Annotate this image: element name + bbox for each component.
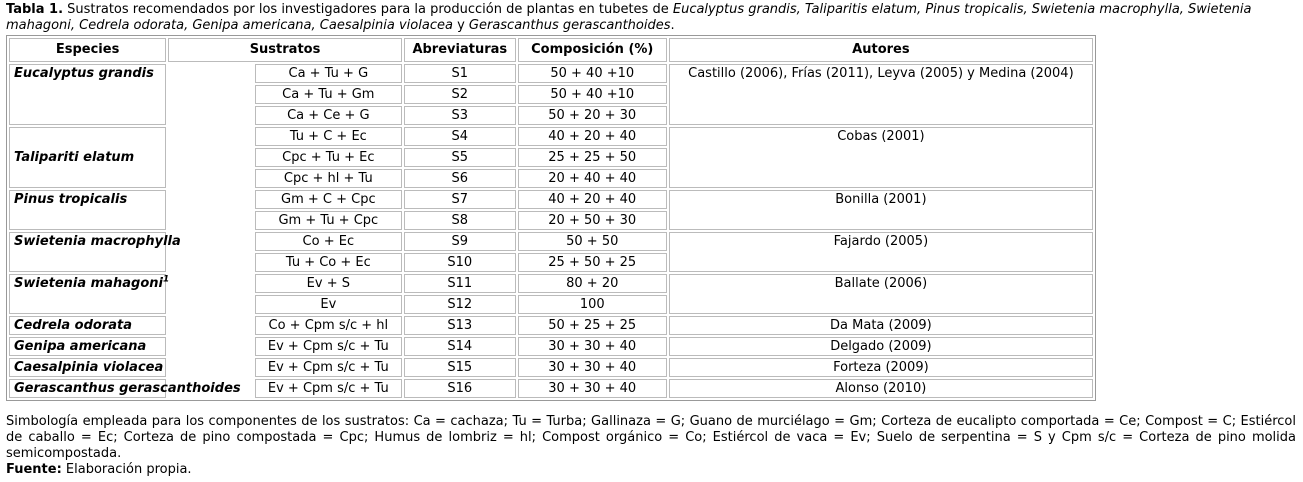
species-cell: Talipariti elatum [9, 127, 166, 188]
header-autores: Autores [669, 38, 1093, 62]
composition-cell: 20 + 40 + 40 [518, 169, 667, 188]
header-sustratos: Sustratos [168, 38, 402, 62]
abbreviation-cell: S1 [404, 64, 516, 83]
table-caption [6, 2, 1296, 34]
species-cell: Genipa americana [9, 337, 166, 356]
table-body [9, 64, 1093, 398]
substrate-cell: Ev + Cpm s/c + Tu [255, 379, 402, 398]
composition-cell: 50 + 40 +10 [518, 64, 667, 83]
composition-cell: 25 + 50 + 25 [518, 253, 667, 272]
composition-cell: 30 + 30 + 40 [518, 337, 667, 356]
composition-cell: 50 + 50 [518, 232, 667, 251]
header-row [9, 38, 1093, 62]
abbreviation-cell: S4 [404, 127, 516, 146]
composition-cell: 50 + 25 + 25 [518, 316, 667, 335]
author-cell: Delgado (2009) [669, 337, 1093, 356]
species-cell: Swietenia macrophylla [9, 232, 166, 272]
species-cell: Swietenia mahagoni$^1$ [9, 274, 166, 314]
footnote-marker: 1 [162, 274, 170, 285]
substrate-cell: Gm + Tu + Cpc [255, 211, 402, 230]
caption-species-list: Eucalyptus grandis, Taliparitis elatum, Pinus tropicalis, Swietenia macrophylla, Swietenia mahagoni, Cedrela odorata, Genipa americana, Caesalpinia violacea [6, 2, 1252, 33]
table-row [9, 274, 1093, 293]
substrate-cell: Ev + Cpm s/c + Tu [255, 337, 402, 356]
abbreviation-cell: S5 [404, 148, 516, 167]
species-spacer [168, 274, 253, 314]
abbreviation-cell: S15 [404, 358, 516, 377]
author-cell: Fajardo (2005) [669, 232, 1093, 272]
header-composicion: Composición (%) [518, 38, 667, 62]
author-cell: Alonso (2010) [669, 379, 1093, 398]
author-cell: Cobas (2001) [669, 127, 1093, 188]
abbreviation-cell: S13 [404, 316, 516, 335]
table-wrapper [6, 35, 1096, 401]
species-spacer [168, 316, 253, 335]
table-row [9, 64, 1093, 83]
caption-end: . [670, 18, 675, 33]
table-row [9, 127, 1093, 146]
substrate-cell: Ca + Tu + Gm [255, 85, 402, 104]
abbreviation-cell: S10 [404, 253, 516, 272]
abbreviation-cell: S2 [404, 85, 516, 104]
table-notes [6, 414, 1296, 478]
substrate-cell: Cpc + hl + Tu [255, 169, 402, 188]
substrate-cell: Ev + Cpm s/c + Tu [255, 358, 402, 377]
symbology-note: Simbología empleada para los componentes de los sustratos: Ca = cachaza; Tu = Turba; Gallinaza = G; Guano de murciélago = Gm; Corteza de eucalipto comportada = Ce; Compost = C; Estiércol de caballo = Ec; Corteza de pino compostada = Cpc; Humus de lombriz = hl; Compost orgánico = Co; Estiércol de vaca = Ev; Suelo de serpentina = S y Cpm s/c = Corteza de pino molida semicompostada. [6, 414, 1296, 461]
composition-cell: 20 + 50 + 30 [518, 211, 667, 230]
substrate-cell: Ev + S [255, 274, 402, 293]
substrate-cell: Ev [255, 295, 402, 314]
composition-cell: 30 + 30 + 40 [518, 379, 667, 398]
species-spacer [168, 127, 253, 188]
composition-cell: 40 + 20 + 40 [518, 127, 667, 146]
table-row [9, 358, 1093, 377]
abbreviation-cell: S7 [404, 190, 516, 209]
abbreviation-cell: S11 [404, 274, 516, 293]
substrate-cell: Ca + Ce + G [255, 106, 402, 125]
species-cell: Eucalyptus grandis [9, 64, 166, 125]
caption-last-species: Gerascanthus gerascanthoides [468, 18, 671, 33]
species-cell: Pinus tropicalis [9, 190, 166, 230]
composition-cell: 25 + 25 + 50 [518, 148, 667, 167]
composition-cell: 50 + 40 +10 [518, 85, 667, 104]
species-cell: Caesalpinia violacea [9, 358, 166, 377]
caption-label: Tabla 1. [6, 2, 64, 17]
caption-text: Sustratos recomendados por los investigadores para la producción de plantas en tubetes de [63, 2, 673, 17]
species-spacer [168, 64, 253, 125]
substrates-table [6, 35, 1096, 401]
composition-cell: 80 + 20 [518, 274, 667, 293]
abbreviation-cell: S14 [404, 337, 516, 356]
table-row [9, 316, 1093, 335]
substrate-cell: Co + Cpm s/c + hl [255, 316, 402, 335]
substrate-cell: Gm + C + Cpc [255, 190, 402, 209]
table-row [9, 379, 1093, 398]
composition-cell: 40 + 20 + 40 [518, 190, 667, 209]
author-cell: Bonilla (2001) [669, 190, 1093, 230]
author-cell: Ballate (2006) [669, 274, 1093, 314]
substrate-cell: Tu + Co + Ec [255, 253, 402, 272]
composition-cell: 100 [518, 295, 667, 314]
author-cell: Forteza (2009) [669, 358, 1093, 377]
abbreviation-cell: S12 [404, 295, 516, 314]
species-spacer [168, 190, 253, 230]
species-spacer [168, 358, 253, 377]
abbreviation-cell: S16 [404, 379, 516, 398]
source-label: Fuente: [6, 462, 62, 477]
header-abreviaturas: Abreviaturas [404, 38, 516, 62]
species-spacer [168, 232, 253, 272]
species-spacer [168, 337, 253, 356]
table-row [9, 337, 1093, 356]
composition-cell: 50 + 20 + 30 [518, 106, 667, 125]
caption-conj: y [452, 18, 469, 33]
abbreviation-cell: S3 [404, 106, 516, 125]
source-text: Elaboración propia. [61, 462, 192, 477]
species-cell: Cedrela odorata [9, 316, 166, 335]
substrate-cell: Cpc + Tu + Ec [255, 148, 402, 167]
composition-cell: 30 + 30 + 40 [518, 358, 667, 377]
substrate-cell: Ca + Tu + G [255, 64, 402, 83]
abbreviation-cell: S6 [404, 169, 516, 188]
source-note [6, 462, 1296, 478]
abbreviation-cell: S9 [404, 232, 516, 251]
header-especies: Especies [9, 38, 166, 62]
species-cell: Gerascanthus gerascanthoides [9, 379, 166, 398]
table-row [9, 190, 1093, 209]
author-cell: Da Mata (2009) [669, 316, 1093, 335]
substrate-cell: Tu + C + Ec [255, 127, 402, 146]
author-cell: Castillo (2006), Frías (2011), Leyva (2005) y Medina (2004) [669, 64, 1093, 125]
abbreviation-cell: S8 [404, 211, 516, 230]
substrate-cell: Co + Ec [255, 232, 402, 251]
table-row [9, 232, 1093, 251]
